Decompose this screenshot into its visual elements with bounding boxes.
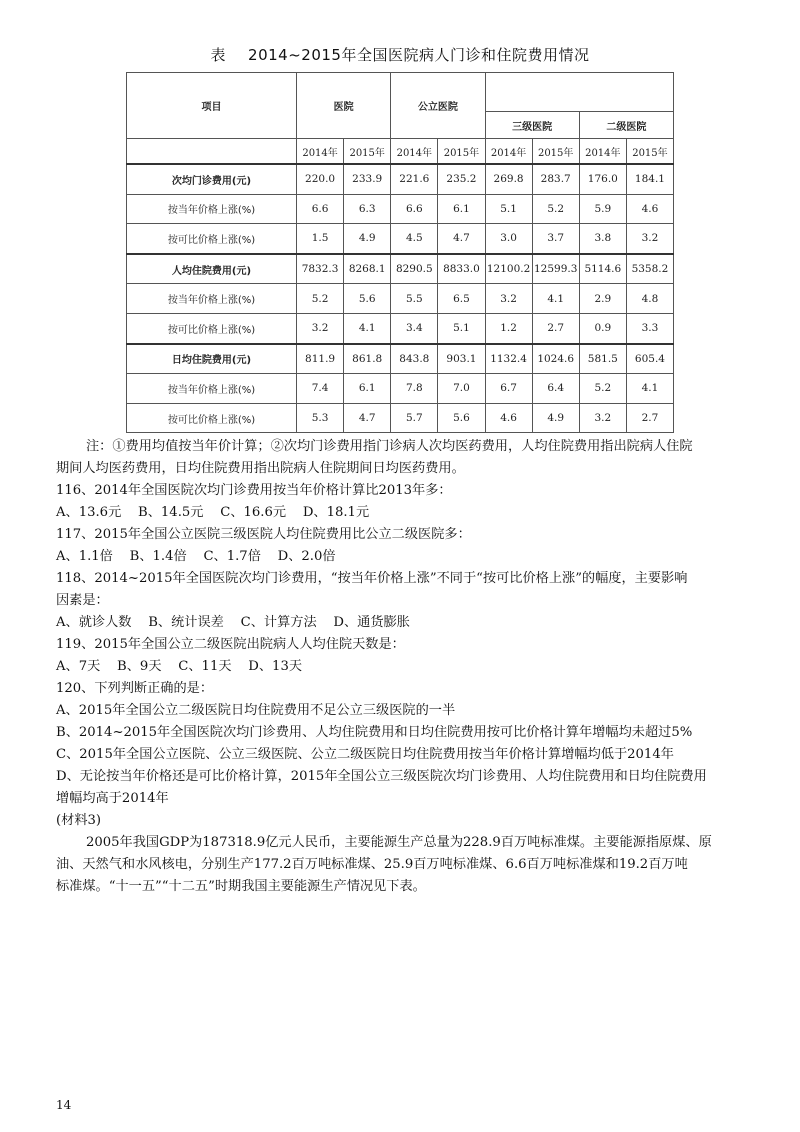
group-public: 公立医院 [391,73,485,139]
table-row [127,224,674,254]
table-cell: 3.4 [391,313,438,343]
table-title-text: 2014~2015年全国医院病人门诊和住院费用情况 [248,46,590,64]
table-cell: 7832.3 [297,254,344,284]
table-title [0,44,800,65]
table-cell: 5.7 [391,403,438,433]
note-line-1: 注：①费用均值按当年价计算；②次均门诊费用指门诊病人次均医药费用，人均住院费用指出院病人住院 [86,439,693,454]
table-cell: 1132.4 [485,344,532,374]
table-cell: 6.1 [438,194,485,224]
row-label: 人均住院费用(元) [127,254,297,284]
table-cell: 4.7 [438,224,485,254]
table-cell: 4.5 [391,224,438,254]
table-cell: 1.5 [297,224,344,254]
row-label: 按当年价格上涨(%) [127,374,297,404]
question-120-option-d-line-2: 增幅均高于2014年 [56,791,169,806]
question-120-option-d-line-1: D、无论按当年价格还是可比价格计算，2015年全国公立三级医院次均门诊费用、人均住院费用和日均住院费用 [56,769,707,784]
table-cell: 903.1 [438,344,485,374]
year-header-row [127,139,674,165]
table-cell: 605.4 [626,344,673,374]
table-cell: 4.1 [626,374,673,404]
table-cell: 6.1 [344,374,391,404]
year-header: 2014年 [485,139,532,165]
page-number: 14 [56,1098,72,1112]
item-header: 项目 [127,73,297,139]
table-cell: 220.0 [297,164,344,194]
table-cell: 4.8 [626,284,673,314]
table-cell: 8833.0 [438,254,485,284]
table-cell: 4.1 [532,284,579,314]
group-hospital: 医院 [297,73,391,139]
table-cell: 5.9 [579,194,626,224]
table-cell: 6.4 [532,374,579,404]
question-118-line-1: 118、2014~2015年全国医院次均门诊费用，“按当年价格上涨”不同于“按可比价格上涨”的幅度，主要影响 [56,571,688,586]
table-row [127,313,674,343]
table-cell: 4.7 [344,403,391,433]
table-cell: 233.9 [344,164,391,194]
table-cell: 2.7 [626,403,673,433]
table-cell: 6.5 [438,284,485,314]
table-cell: 184.1 [626,164,673,194]
question-117: 117、2015年全国公立医院三级医院人均住院费用比公立二级医院多： [56,527,471,542]
table-cell: 7.8 [391,374,438,404]
table-cell: 283.7 [532,164,579,194]
table-cell: 4.6 [626,194,673,224]
table-cell: 3.2 [626,224,673,254]
table-cell: 3.7 [532,224,579,254]
year-header: 2014年 [579,139,626,165]
table-row [127,344,674,374]
table-cell: 2.7 [532,313,579,343]
table-cell: 4.9 [532,403,579,433]
table-row [127,164,674,194]
question-116: 116、2014年全国医院次均门诊费用按当年价格计算比2013年多： [56,483,452,498]
year-header: 2015年 [626,139,673,165]
table-cell: 843.8 [391,344,438,374]
table-row [127,194,674,224]
table-cell: 3.2 [485,284,532,314]
year-header-blank [127,139,297,165]
table-cell: 5.5 [391,284,438,314]
question-119-options: A、7天 B、9天 C、11天 D、13天 [56,659,303,674]
table-cell: 8290.5 [391,254,438,284]
table-row [127,403,674,433]
table-cell: 6.7 [485,374,532,404]
question-120: 120、下列判断正确的是： [56,681,214,696]
table-cell: 5.3 [297,403,344,433]
table-cell: 581.5 [579,344,626,374]
material-para-line-3: 标准煤。“十一五”“十二五”时期我国主要能源生产情况见下表。 [56,879,426,894]
table-cell: 2.9 [579,284,626,314]
question-117-options: A、1.1倍 B、1.4倍 C、1.7倍 D、2.0倍 [56,549,336,564]
table-cell: 3.2 [297,313,344,343]
table-cell: 235.2 [438,164,485,194]
table-cell: 12599.3 [532,254,579,284]
year-header: 2014年 [297,139,344,165]
table-row [127,284,674,314]
table-cell: 5.2 [579,374,626,404]
table-row [127,374,674,404]
material-label: (材料3) [56,813,102,828]
row-label: 日均住院费用(元) [127,344,297,374]
group-tier2: 二级医院 [579,112,673,139]
material-para-line-2: 油、天然气和水风核电，分别生产177.2百万吨标准煤、25.9百万吨标准煤、6.6百万吨标准煤和19.2百万吨 [56,857,688,872]
row-label: 次均门诊费用(元) [127,164,297,194]
table-cell: 221.6 [391,164,438,194]
question-120-option-a: A、2015年全国公立二级医院日均住院费用不足公立三级医院的一半 [56,703,456,718]
table-cell: 3.2 [579,403,626,433]
table-cell: 6.3 [344,194,391,224]
table-row [127,254,674,284]
group-public-subheader-empty [485,73,674,112]
year-header: 2015年 [532,139,579,165]
table-cell: 176.0 [579,164,626,194]
question-116-options: A、13.6元 B、14.5元 C、16.6元 D、18.1元 [56,505,370,520]
table-cell: 5.6 [438,403,485,433]
question-120-option-b: B、2014~2015年全国医院次均门诊费用、人均住院费用和日均住院费用按可比价格计算年增幅均未超过5% [56,725,693,740]
table-cell: 6.6 [297,194,344,224]
group-tier3: 三级医院 [485,112,579,139]
table-cell: 1.2 [485,313,532,343]
table-cell: 12100.2 [485,254,532,284]
table-cell: 861.8 [344,344,391,374]
question-119: 119、2015年全国公立二级医院出院病人人均住院天数是： [56,637,405,652]
row-label: 按可比价格上涨(%) [127,313,297,343]
table-cell: 0.9 [579,313,626,343]
table-cell: 4.1 [344,313,391,343]
year-header: 2015年 [344,139,391,165]
cost-table [126,72,674,433]
table-title-prefix: 表 [210,46,227,64]
table-cell: 3.8 [579,224,626,254]
table-cell: 5.1 [485,194,532,224]
table-cell: 4.9 [344,224,391,254]
year-header: 2015年 [438,139,485,165]
table-cell: 5358.2 [626,254,673,284]
table-cell: 269.8 [485,164,532,194]
question-120-option-c: C、2015年全国公立医院、公立三级医院、公立二级医院日均住院费用按当年价格计算增幅均低于2014年 [56,747,674,762]
table-cell: 5.2 [297,284,344,314]
question-118-line-2: 因素是： [56,593,109,608]
row-label: 按可比价格上涨(%) [127,224,297,254]
table-cell: 811.9 [297,344,344,374]
table-cell: 4.6 [485,403,532,433]
table-cell: 5.1 [438,313,485,343]
row-label: 按可比价格上涨(%) [127,403,297,433]
table-cell: 3.0 [485,224,532,254]
question-118-options: A、就诊人数 B、统计误差 C、计算方法 D、通货膨胀 [56,615,410,630]
note-line-2: 期间人均医药费用，日均住院费用指出院病人住院期间日均医药费用。 [56,461,465,476]
year-header: 2014年 [391,139,438,165]
table-cell: 8268.1 [344,254,391,284]
material-para-line-1: 2005年我国GDP为187318.9亿元人民币，主要能源生产总量为228.9百万吨标准煤。主要能源指原煤、原 [86,835,712,850]
table-cell: 7.0 [438,374,485,404]
row-label: 按当年价格上涨(%) [127,284,297,314]
table-cell: 1024.6 [532,344,579,374]
table-cell: 5.6 [344,284,391,314]
table-cell: 5.2 [532,194,579,224]
row-label: 按当年价格上涨(%) [127,194,297,224]
table-cell: 3.3 [626,313,673,343]
table-cell: 5114.6 [579,254,626,284]
table-cell: 7.4 [297,374,344,404]
table-note [56,436,756,898]
table-cell: 6.6 [391,194,438,224]
